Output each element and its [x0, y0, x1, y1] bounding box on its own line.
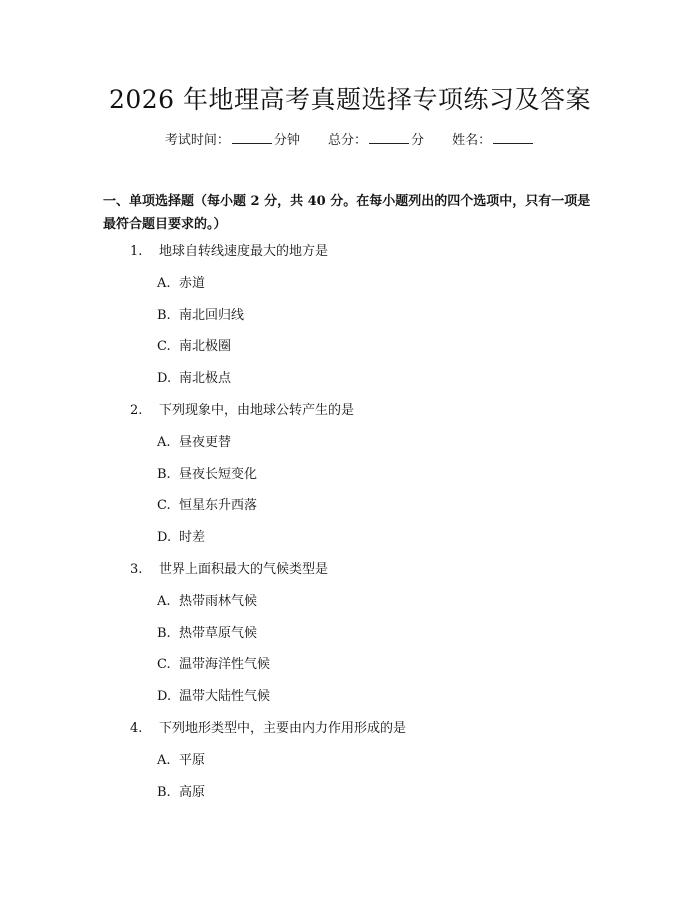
answer-option [130, 652, 590, 684]
option-letter: C. [157, 657, 171, 673]
option-letter: B. [157, 784, 171, 800]
option-text: 昼夜长短变化 [179, 466, 258, 482]
option-letter: A. [157, 752, 171, 768]
option-text: 高原 [179, 784, 206, 800]
option-letter: B. [157, 466, 171, 482]
student-name-label: 姓名： [452, 133, 492, 148]
exam-time-field [165, 133, 304, 148]
option-letter: D. [157, 530, 172, 546]
exam-meta [0, 131, 700, 151]
option-text: 热带雨林气候 [179, 593, 258, 609]
question-text: 下列地形类型中，主要由内力作用形成的是 [159, 720, 407, 736]
option-letter: A. [157, 434, 171, 450]
exam-time-unit: 分钟 [273, 133, 300, 148]
question-text: 世界上面积最大的气候类型是 [159, 561, 329, 577]
option-text: 南北回归线 [179, 307, 245, 323]
answer-option [130, 462, 590, 494]
answer-option [130, 748, 590, 780]
option-letter: D. [157, 689, 172, 705]
option-text: 恒星东升西落 [179, 498, 258, 514]
option-text: 赤道 [179, 275, 206, 291]
option-letter: D. [157, 371, 172, 387]
answer-option [130, 493, 590, 525]
answer-option [130, 430, 590, 462]
option-letter: A. [157, 275, 171, 291]
question-stem [130, 716, 590, 748]
option-letter: B. [157, 625, 171, 641]
option-text: 南北极点 [179, 371, 232, 387]
answer-option [130, 780, 590, 812]
option-letter: B. [157, 307, 171, 323]
page-title: 2026 年地理高考真题选择专项练习及答案 [108, 85, 592, 114]
answer-option [130, 525, 590, 557]
answer-option [130, 334, 590, 366]
option-text: 昼夜更替 [179, 434, 232, 450]
answer-option [130, 589, 590, 621]
question-stem [130, 557, 590, 589]
option-text: 温带海洋性气候 [179, 657, 271, 673]
exam-time-blank [232, 131, 272, 144]
question-number: 2. [130, 402, 143, 418]
answer-option [130, 271, 590, 303]
question-number: 4. [130, 720, 143, 736]
option-text: 南北极圈 [179, 339, 232, 355]
question-number: 1. [130, 244, 143, 259]
answer-option [130, 684, 590, 716]
option-letter: C. [157, 339, 171, 355]
option-text: 温带大陆性气候 [179, 689, 271, 705]
question-list [130, 239, 590, 811]
answer-option [130, 621, 590, 653]
option-text: 平原 [179, 752, 206, 768]
question-number: 3. [130, 561, 143, 577]
question-text: 下列现象中，由地球公转产生的是 [159, 402, 355, 418]
student-name-field [452, 133, 535, 148]
exam-time-label: 考试时间： [164, 133, 230, 148]
section-heading: 一、单项选择题（每小题 2 分，共 40 分。在每小题列出的四个选项中，只有一项是最符合题目要求的。） [103, 194, 591, 232]
option-text: 时差 [179, 530, 206, 546]
total-score-label: 总分： [327, 133, 367, 148]
total-score-blank [369, 131, 409, 144]
student-name-blank [493, 131, 533, 144]
total-score-unit: 分 [411, 133, 425, 148]
total-score-field [328, 133, 428, 148]
question-stem [130, 239, 590, 271]
answer-option [130, 303, 590, 335]
option-text: 热带草原气候 [179, 625, 258, 641]
question-stem [130, 398, 590, 430]
option-letter: C. [157, 498, 171, 514]
answer-option [130, 366, 590, 398]
question-text: 地球自转线速度最大的地方是 [159, 244, 329, 259]
option-letter: A. [157, 593, 171, 609]
